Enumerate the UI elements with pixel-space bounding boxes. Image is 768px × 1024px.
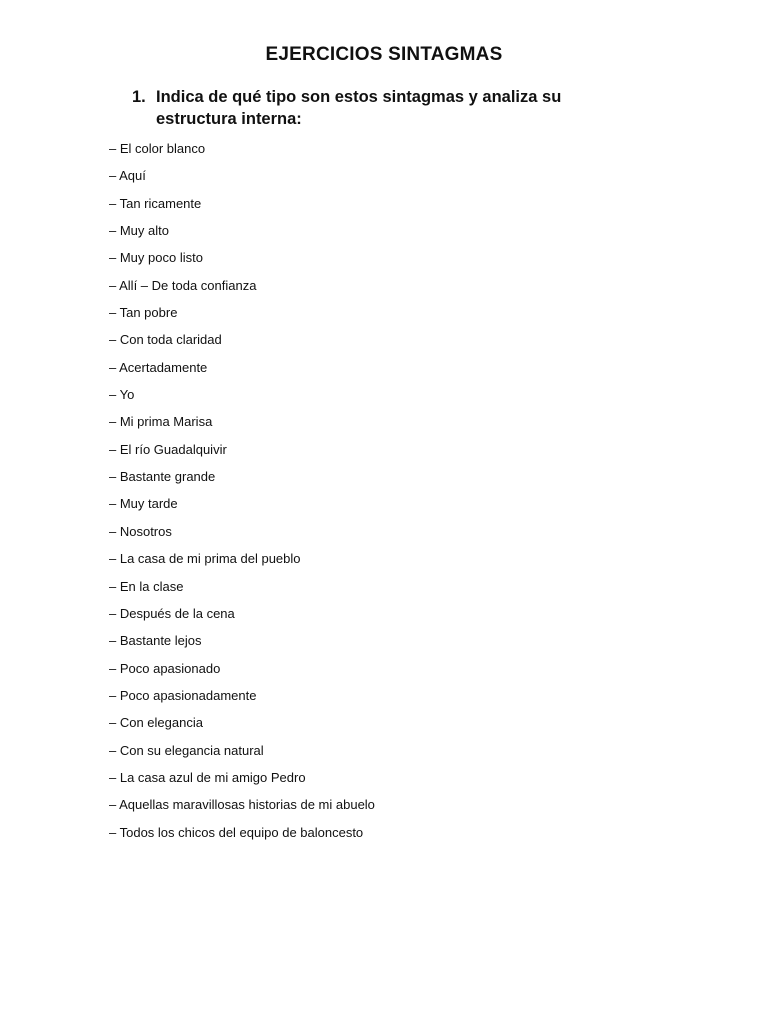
page-title: EJERCICIOS SINTAGMAS xyxy=(265,44,503,65)
list-item: – Muy poco listo xyxy=(109,250,203,266)
list-item: – Muy tarde xyxy=(109,496,178,512)
list-item: – Con elegancia xyxy=(109,715,203,731)
list-item: – Mi prima Marisa xyxy=(109,414,213,430)
list-item: – La casa azul de mi amigo Pedro xyxy=(109,769,306,785)
list-item: – Después de la cena xyxy=(109,605,235,621)
list-item: – Bastante grande xyxy=(109,469,216,485)
list-item: – Poco apasionadamente xyxy=(109,687,257,703)
list-item: – Bastante lejos xyxy=(109,633,202,649)
list-item: – Tan ricamente xyxy=(109,195,202,211)
list-item: – El color blanco xyxy=(109,141,206,156)
list-item: – Nosotros xyxy=(109,523,172,539)
list-item: – Acertadamente xyxy=(109,359,208,375)
exercise-number: 1. xyxy=(132,88,146,106)
phrase-list xyxy=(109,139,375,850)
list-item: – Con toda claridad xyxy=(109,332,222,348)
exercise-text: Indica de qué tipo son estos sintagmas y analiza su estructura interna: xyxy=(156,88,562,128)
list-item: – La casa de mi prima del pueblo xyxy=(109,551,301,567)
list-item: – Allí – De toda confianza xyxy=(109,277,257,293)
list-item: – En la clase xyxy=(109,578,184,594)
list-item: – Aquellas maravillosas historias de mi abuelo xyxy=(109,797,375,813)
list-item: – Aquí xyxy=(109,168,146,184)
list-item: – El río Guadalquivir xyxy=(109,441,227,457)
list-item: – Tan pobre xyxy=(109,305,178,321)
exercise-instruction xyxy=(132,86,602,130)
list-item: – Todos los chicos del equipo de baloncesto xyxy=(109,824,364,840)
list-item: – Yo xyxy=(109,387,135,403)
list-item: – Poco apasionado xyxy=(109,660,221,676)
list-item: – Muy alto xyxy=(109,223,169,239)
list-item: – Con su elegancia natural xyxy=(109,742,264,758)
